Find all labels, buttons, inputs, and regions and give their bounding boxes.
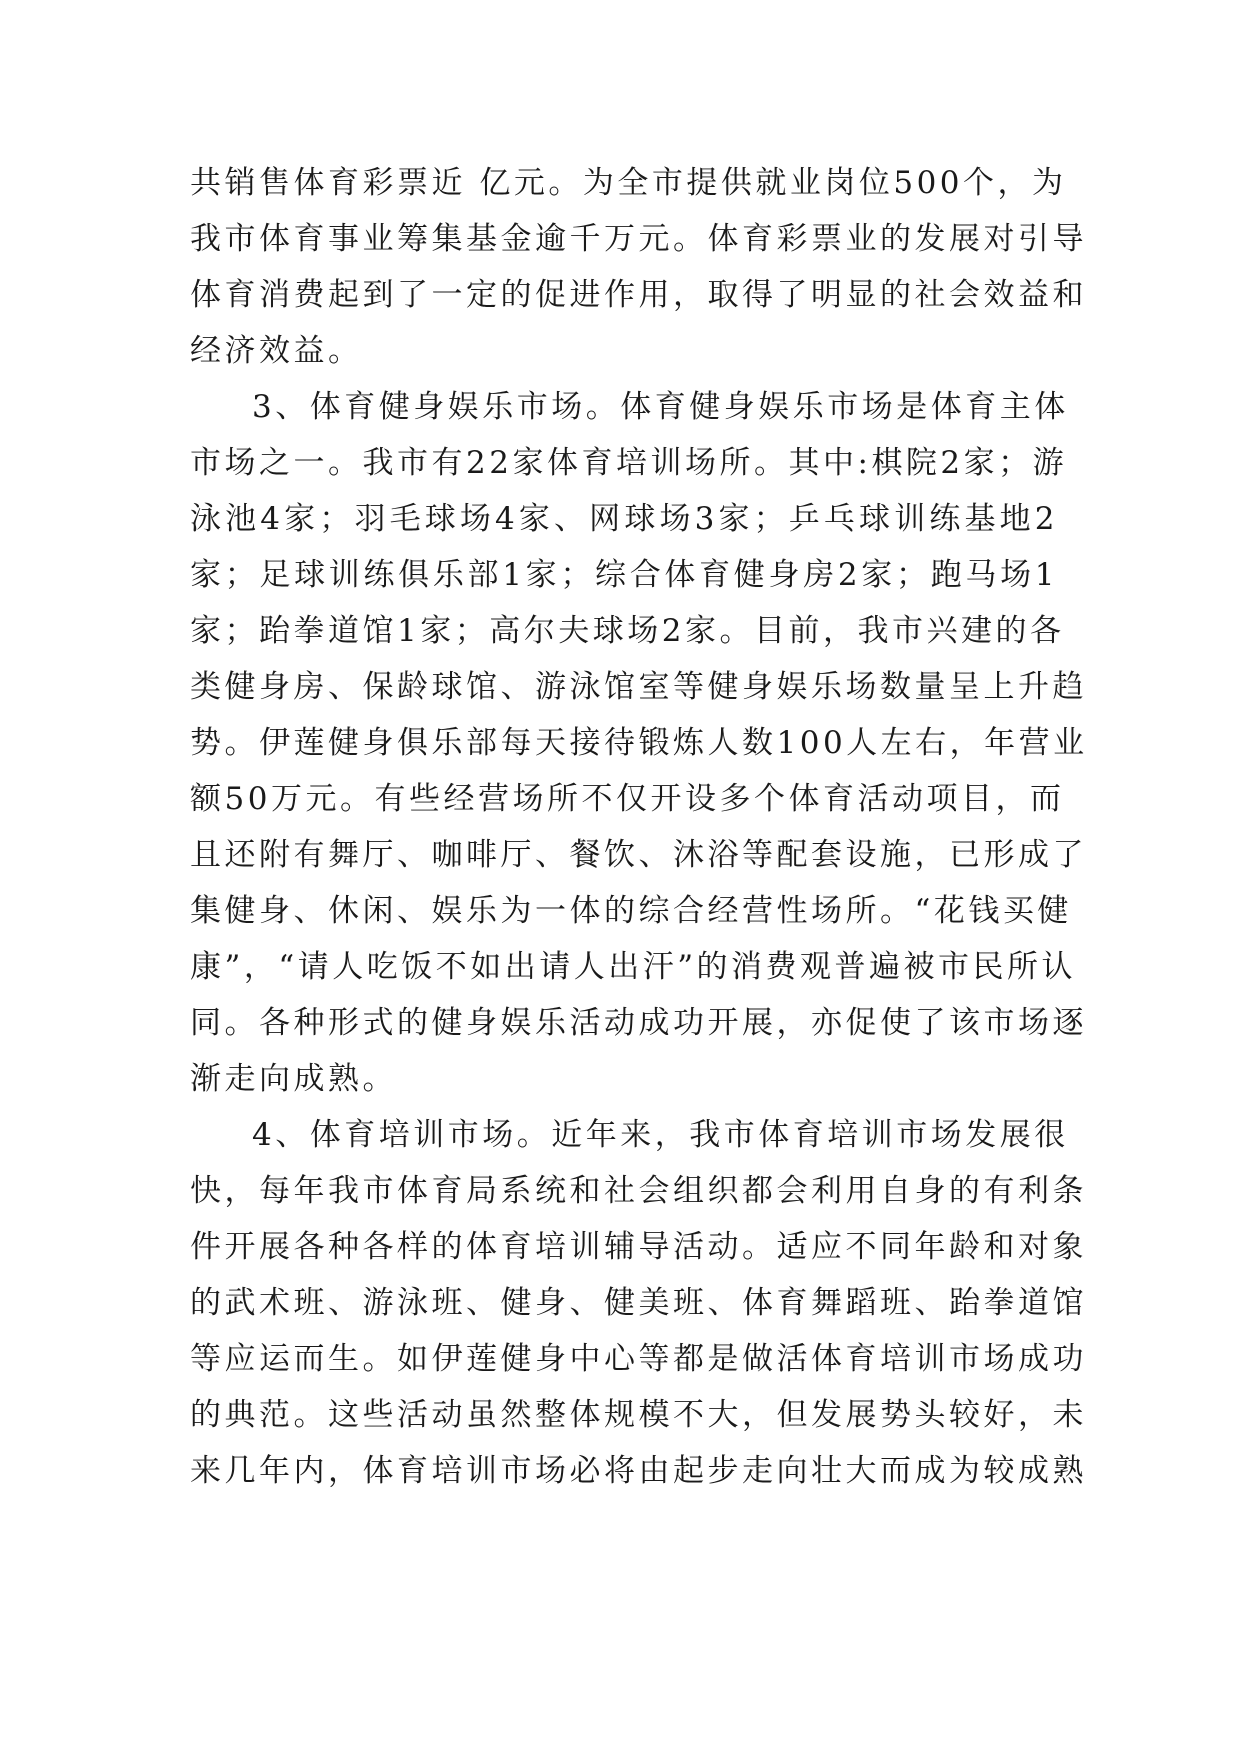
text-line: 我市体育事业筹集基金逾千万元。体育彩票业的发展对引导 — [190, 221, 1087, 257]
text-line: 市场之一。我市有22家体育培训场所。其中:棋院2家；游 — [190, 445, 1068, 481]
text-line: 类健身房、保龄球馆、游泳馆室等健身娱乐场数量呈上升趋 — [190, 669, 1087, 705]
text-line: 渐走向成熟。 — [190, 1061, 397, 1097]
text-line: 来几年内，体育培训市场必将由起步走向壮大而成为较成熟 — [190, 1453, 1087, 1489]
text-line: 额50万元。有些经营场所不仅开设多个体育活动项目，而 — [190, 781, 1065, 817]
paragraph-fitness-market — [190, 379, 1088, 1107]
text-line: 家；足球训练俱乐部1家；综合体育健身房2家；跑马场1 — [190, 557, 1058, 593]
text-line: 3、体育健身娱乐市场。体育健身娱乐市场是体育主体 — [252, 389, 1069, 425]
text-line: 体育消费起到了一定的促进作用，取得了明显的社会效益和 — [190, 277, 1087, 313]
text-line: 家；跆拳道馆1家；高尔夫球场2家。目前，我市兴建的各 — [190, 613, 1065, 649]
text-line: 的典范。这些活动虽然整体规模不大，但发展势头较好，未 — [190, 1397, 1087, 1433]
document-body — [190, 155, 1088, 1499]
paragraph-lottery-tail — [190, 155, 1087, 379]
text-line: 件开展各种各样的体育培训辅导活动。适应不同年龄和对象 — [190, 1229, 1087, 1265]
text-line: 4、体育培训市场。近年来，我市体育培训市场发展很 — [252, 1117, 1069, 1153]
text-line: 经济效益。 — [190, 333, 363, 369]
text-line: 快，每年我市体育局系统和社会组织都会利用自身的有利条 — [190, 1173, 1087, 1209]
text-line: 共销售体育彩票近 亿元。为全市提供就业岗位500个，为 — [190, 165, 1067, 201]
text-line: 势。伊莲健身俱乐部每天接待锻炼人数100人左右，年营业 — [190, 725, 1088, 761]
text-line: 集健身、休闲、娱乐为一体的综合经营性场所。“花钱买健 — [190, 893, 1072, 929]
text-line: 等应运而生。如伊莲健身中心等都是做活体育培训市场成功 — [190, 1341, 1087, 1377]
text-line: 的武术班、游泳班、健身、健美班、体育舞蹈班、跆拳道馆 — [190, 1285, 1087, 1321]
text-line: 且还附有舞厅、咖啡厅、餐饮、沐浴等配套设施，已形成了 — [190, 837, 1087, 873]
text-line: 康”，“请人吃饭不如出请人出汗”的消费观普遍被市民所认 — [190, 949, 1077, 985]
text-line: 泳池4家；羽毛球场4家、网球场3家；乒乓球训练基地2 — [190, 501, 1058, 537]
paragraph-training-market — [190, 1107, 1087, 1499]
text-line: 同。各种形式的健身娱乐活动成功开展，亦促使了该市场逐 — [190, 1005, 1087, 1041]
